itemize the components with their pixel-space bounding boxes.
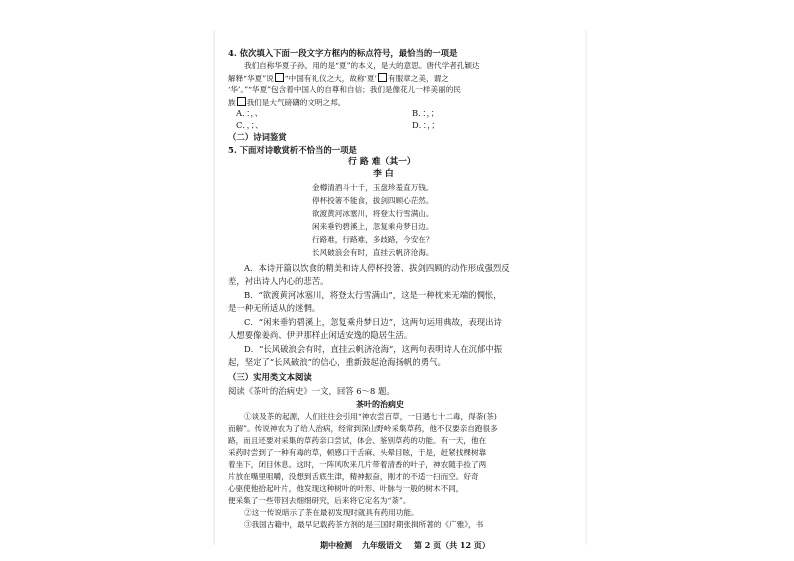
q4-passage-line-3: ‘华’。”“华夏”包含着中国人的自尊和自信；我们是像花儿一样美丽的民 — [228, 85, 461, 94]
q5-option-c-line-1: C．“闲来垂钓碧溪上，忽复乘舟梦日边”，这两句运用典故，表现出诗 — [244, 317, 502, 327]
article-line-6: 片放在嘴里咀嚼，没想到舌底生津，精神振奋，刚才的不适一扫而空。好奇 — [228, 472, 479, 481]
q4-passage-line-2a: 解释“华夏”说 — [228, 74, 274, 83]
blank-box-1 — [275, 73, 284, 82]
article-line-9: ②这一传说暗示了茶在最初发现时就具有药用功能。 — [244, 508, 419, 517]
article-line-1: ①谈及茶的起源，人们往往会引用“神农尝百草，一日遇七十二毒，得荼(茶) — [244, 412, 497, 421]
q4-option-c: C．，；、 — [236, 120, 264, 130]
footer-exam-name: 期中检测 — [320, 540, 352, 550]
article-line-2: 而解”。传说神农为了给人治病，经常到深山野岭采集草药，他不仅要亲自跑很多 — [228, 424, 498, 433]
q4-option-b: B．：，； — [412, 108, 440, 118]
footer-page-number: 第 2 页（共 12 页） — [414, 540, 490, 550]
article-line-5: 着坐下，闭目休息。这时，一阵风吹来几片带着清香的叶子，神农随手捡了两 — [228, 460, 487, 469]
article-line-4: 采药时尝到了一种有毒的草，顿感口干舌麻、头晕目眩，于是，赶紧找棵树靠 — [228, 448, 487, 457]
q5-option-d-line-1: D．“长风破浪会有时，直挂云帆济沧海”，这两句表明诗人在沉郁中振 — [244, 344, 503, 354]
q4-passage-line-1: 我们自称华夏子孙，用的是“夏”的本义，是大的意思。唐代学者孔颖达 — [244, 61, 480, 70]
q5-option-b-line-1: B．“欲渡黄河冰塞川，将登太行雪满山”，这是一种枕来无端的惆怅， — [244, 290, 502, 300]
article-line-8: 便采集了一些带回去细细研究，后来将它定名为“荼”。 — [228, 496, 411, 505]
article-title: 茶叶的治病史 — [356, 399, 404, 409]
q4-passage-line-4: 族 我们是大气磅礴的文明之邦。 — [228, 98, 346, 107]
footer-subject: 九年级语文 — [362, 540, 402, 550]
article-line-10: ③我国古籍中，最早记载药茶方剂的是三国时期张揖所著的《广雅》，书 — [244, 520, 484, 529]
poem-line-5: 行路难，行路难，多歧路，今安在？ — [312, 235, 434, 244]
poem-line-4: 闲来垂钓碧溪上，忽复乘舟梦日边。 — [312, 222, 434, 231]
poem-title: 行 路 难（其一） — [348, 157, 416, 167]
q4-passage-line-2b: “中国有礼仪之大，故称‘夏’ — [284, 74, 377, 83]
poem-line-6: 长风破浪会有时，直挂云帆济沧海。 — [312, 248, 434, 257]
section3-intro: 阅读《茶叶的治病史》一文，回答 6～8 题。 — [228, 386, 395, 396]
q5-option-a-line-2: 差，衬出诗人内心的悲苦。 — [228, 276, 329, 286]
q4-passage-line-2 — [228, 73, 449, 84]
poem-line-3: 欲渡黄河冰塞川，将登太行雪满山。 — [312, 209, 434, 218]
poem-line-1: 金樽清酒斗十千，玉盘珍羞直万钱。 — [312, 183, 434, 192]
q4-passage-line-4b: 我们是大气磅礴的文明之邦。 — [246, 98, 346, 107]
section3-title: （三）实用类文本阅读 — [228, 372, 312, 382]
q5-option-c-line-2: 人想要像姜尚、伊尹那样止闲适安逸的隐居生活。 — [228, 330, 413, 340]
q4-stem: 4. 依次填入下面一段文字方框内的标点符号，最恰当的一项是 — [228, 48, 458, 58]
article-line-7: 心驱使他拾起叶片，他发现这种树叶的叶形、叶脉与一般的树木不同， — [228, 484, 464, 493]
blank-box-3 — [237, 97, 246, 106]
q5-option-a-line-1: A．本诗开篇以饮食的精美和诗人停杯投箸、拔剑四顾的动作形成强烈反 — [244, 263, 510, 273]
section2-title: （二）诗词鉴赏 — [228, 132, 287, 142]
q5-stem: 5. 下面对诗歌赏析不恰当的一项是 — [228, 145, 357, 155]
blank-box-2 — [378, 73, 387, 82]
poem-line-2: 停杯投箸不能食，拔剑四顾心茫然。 — [312, 196, 434, 205]
poem-author: 李 白 — [373, 169, 394, 179]
q4-option-d: D．：，； — [412, 120, 440, 130]
q5-option-d-line-2: 起，坚定了“长风破浪”的信心，重新鼓起沧海扬帆的勇气。 — [228, 357, 446, 367]
q4-option-a: A．：，、 — [236, 108, 263, 118]
q5-option-b-line-2: 是一种无所适从的迷惘。 — [228, 303, 321, 313]
q4-passage-line-2c: 有服章之美，谓之 — [387, 74, 449, 83]
article-line-3: 路，而且还要对采集的草药亲口尝试，体会、鉴别草药的功能。有一天，他在 — [228, 436, 487, 445]
